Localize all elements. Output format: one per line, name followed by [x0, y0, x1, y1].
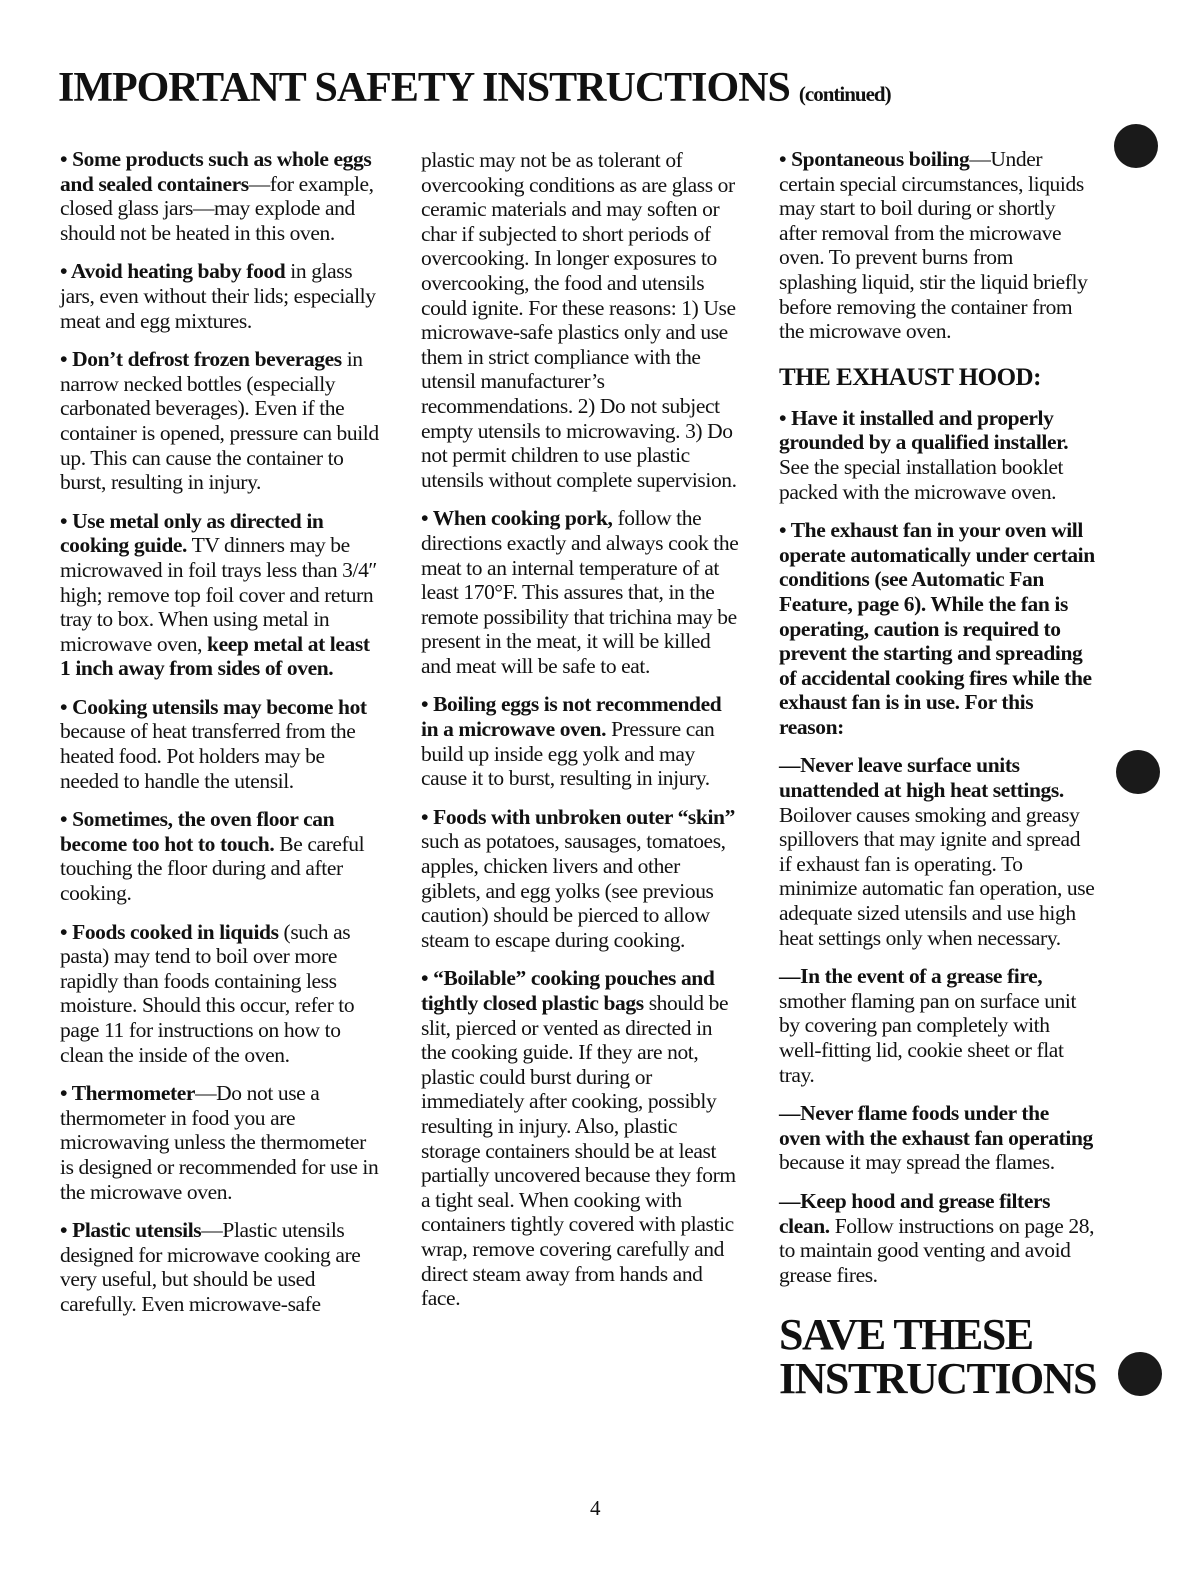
page-title — [58, 64, 958, 112]
instruction-item: • Plastic utensils—Plastic utensils designed for microwave cooking are very useful, but should be used carefully. Even microwave-safe — [60, 1218, 361, 1316]
instruction-item: • Use metal only as directed in cooking guide. TV dinners may be microwaved in foil trays less than 3/4″ high; remove top foil cover and return tray to box. When using metal in microwave oven, keep metal at least 1 inch away from sides of oven. — [60, 508, 377, 681]
instruction-item: • When cooking pork, follow the directions exactly and always cook the meat to an internal temperature of at least 170°F. This assures that, in the remote possibility that trichina may be present in the meat, it will be killed and meat will be safe to eat. — [421, 506, 739, 678]
instruction-item: • Spontaneous boiling—Under certain special circumstances, liquids may start to boil during or shortly after removal from the microwave oven. To prevent burns from splashing liquid, stir the liquid briefly before removing the container from the microwave oven. — [779, 147, 1088, 344]
instruction-item: • Don’t defrost frozen beverages in narrow necked bottles (especially carbonated beverages). Even if the container is opened, pressure can build up. This can cause the container to burst, resulting in injury. — [60, 347, 379, 495]
save-instructions-heading — [779, 1310, 1096, 1404]
instruction-item: • Sometimes, the oven floor can become too hot to touch. Be careful touching the floor during and after cooking. — [60, 807, 365, 906]
instruction-item: • Have it installed and properly grounded by a qualified installer. See the special installation booklet packed with the microwave oven. — [779, 405, 1069, 504]
instruction-item: —Never flame foods under the oven with the exhaust fan operating because it may spread the flames. — [779, 1101, 1093, 1175]
instruction-item: • Foods with unbroken outer “skin” such as potatoes, sausages, tomatoes, apples, chicken livers and other giblets, and egg yolks (see previous caution) should be pierced to allow steam to escape during cooking. — [421, 804, 735, 952]
column-1 — [60, 147, 380, 1331]
instruction-item: —Keep hood and grease filters clean. Follow instructions on page 28, to maintain good venting and avoid grease fires. — [779, 1188, 1095, 1287]
exhaust-hood-heading: THE EXHAUST HOOD: — [779, 363, 1041, 391]
instruction-item: —In the event of a grease fire, smother flaming pan on surface unit by covering pan completely with well-fitting lid, cookie sheet or flat tray. — [779, 964, 1077, 1087]
instruction-item: • Foods cooked in liquids (such as pasta) may tend to boil over more rapidly than foods containing less moisture. Should this occur, refer to page 11 for instructions on how to clean the inside of the oven. — [60, 919, 355, 1067]
binder-hole-bottom — [1118, 1352, 1162, 1396]
instruction-item: • Boiling eggs is not recommended in a microwave oven. Pressure can build up inside egg yolk and may cause it to burst, resulting in injury. — [421, 692, 722, 791]
column-3 — [779, 147, 1096, 1404]
instruction-item: —Never leave surface units unattended at high heat settings. Boilover causes smoking and greasy spillovers that may ignite and spread if exhaust fan is operating. To minimize automatic fan operation, use adequate sized utensils and use high heat settings only when necessary. — [779, 753, 1095, 950]
instruction-item: • Some products such as whole eggs and sealed containers—for example, closed glass jars—may explode and should not be heated in this oven. — [60, 147, 374, 245]
title-continued: (continued) — [798, 82, 891, 106]
title-main: IMPORTANT SAFETY INSTRUCTIONS — [58, 65, 790, 111]
column-2 — [421, 148, 739, 1325]
instruction-item: • Cooking utensils may become hot because of heat transferred from the heated food. Pot holders may be needed to handle the utensil. — [60, 694, 367, 793]
save-line-1: SAVE THESE — [779, 1310, 1033, 1360]
instruction-item: • Thermometer—Do not use a thermometer in food you are microwaving unless the thermometer is designed or recommended for use in the microwave oven. — [60, 1081, 379, 1204]
save-line-2: INSTRUCTIONS — [779, 1354, 1096, 1404]
instruction-item: • Avoid heating baby food in glass jars, even without their lids; especially meat and egg mixtures. — [60, 259, 376, 333]
instruction-item: • “Boilable” cooking pouches and tightly closed plastic bags should be slit, pierced or vented as directed in the cooking guide. If they are not, plastic could burst during or immediately after cooking, possibly resulting in injury. Also, plastic storage containers should be at least partially uncovered because they form a tight seal. When cooking with containers tightly covered with plastic wrap, remove covering carefully and direct steam away from hands and face. — [421, 966, 736, 1311]
instruction-item: • The exhaust fan in your oven will operate automatically under certain conditions (see Automatic Fan Feature, page 6). While the fan is operating, caution is required to prevent the starting and spreading of accidental cooking fires while the exhaust fan is in use. For this reason: — [779, 518, 1095, 739]
binder-hole-middle — [1116, 750, 1160, 794]
instruction-item: plastic may not be as tolerant of overcooking conditions as are glass or ceramic materials and may soften or char if subjected to short periods of overcooking. In longer exposures to overcooking, the food and utensils could ignite. For these reasons: 1) Use microwave-safe plastics only and use them in strict compliance with the utensil manufacturer’s recommendations. 2) Do not subject empty utensils to microwaving. 3) Do not permit children to use plastic utensils without complete supervision. — [421, 148, 737, 492]
page-number: 4 — [590, 1496, 601, 1520]
binder-hole-top — [1114, 124, 1158, 168]
